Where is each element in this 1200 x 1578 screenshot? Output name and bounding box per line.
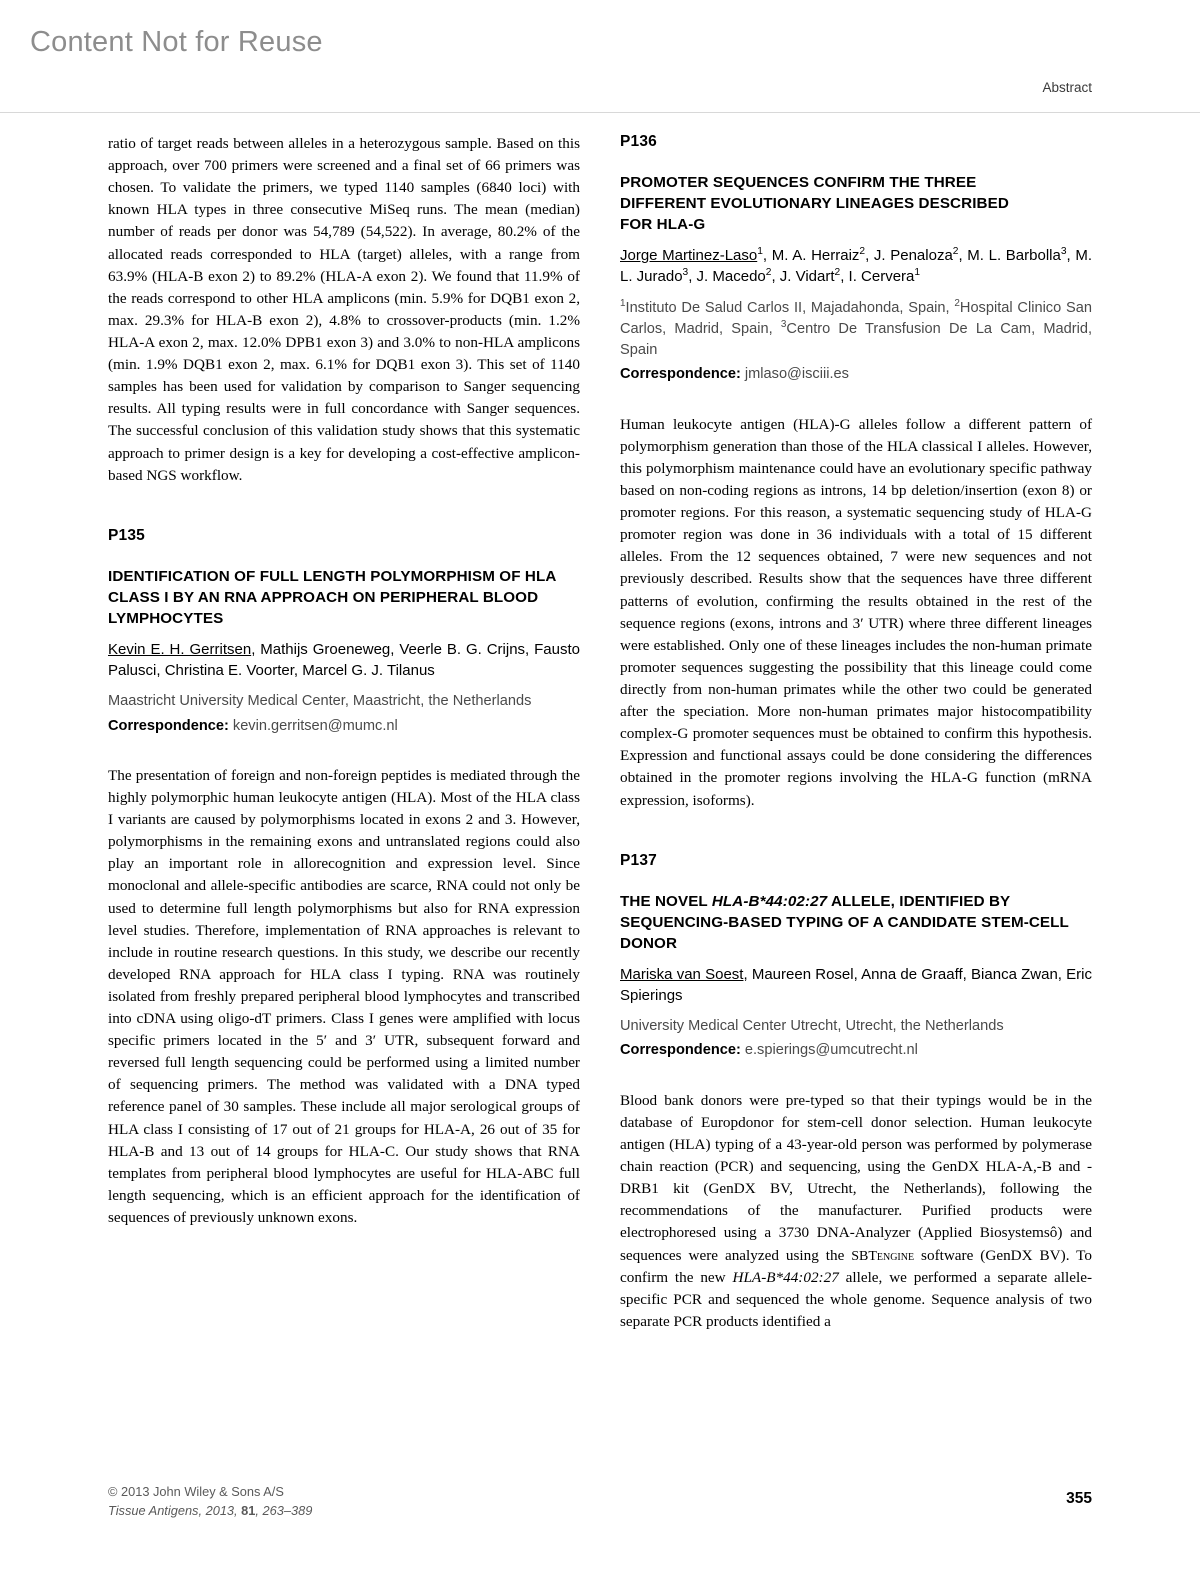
- header-divider: [0, 112, 1200, 113]
- abstract-body-p137: Blood bank donors were pre-typed so that their typings would be in the database of Europdonor for stem-cell donor selection. Human leukocyte antigen (HLA) typing of a 43-year-old person was performed by polymerase chain reaction (PCR) and sequencing, using the GenDX HLA-A,-B and -DRB1 kit (GenDX BV, Utrecht, the Netherlands), following the recommendations of the manufacturer. Purified products were electrophoresed using a 3730 DNA-Analyzer (Applied Biosystemsô) and sequences were analyzed using the SBTengine software (GenDX BV). To confirm the new HLA-B*44:02:27 allele, we performed a separate allele-specific PCR and sequenced the whole genome. Sequence analysis of two separate PCR products identified a: [620, 1091, 1092, 1331]
- page-number: 355: [1066, 1490, 1092, 1507]
- other-authors-p136: , M. A. Herraiz$^2$, J. Penaloza$^2$, M. L. Barbolla$^3$, M. L. Jurado$^3$, J. Macedo$^2$, J. Vidart$^2$, I. Cervera$^1$: [620, 245, 1092, 286]
- abstract-id-p137: P137: [620, 851, 657, 869]
- abstract-body-p135: The presentation of foreign and non-foreign peptides is mediated through the highly polymorphic human leukocyte antigen (HLA). Most of the HLA class I variants are caused by polymorphisms located in exons 2 and 3. However, polymorphisms in the remaining exons and untranslated regions could also play an important role in allorecognition and expression level. Since monoclonal and allele-specific antibodies are scarce, RNA could not only be used to determine full length polymorphisms but also for RNA expression level studies. Therefore, implementation of RNA approaches is relevant to include in routine research questions. In this study, we describe our recently developed RNA approach for HLA class I typing. RNA was routinely isolated from freshly prepared peripheral blood lymphocytes and transcribed into cDNA using oligo-dT primers. Class I genes were amplified with locus specific primers located in the 5′ and 3′ UTR, subsequent forward and reversed full length sequencing could be performed using a limited number of sequencing primers. The method was validated with a DNA typed reference panel of 30 samples. These include all major serological groups of HLA class I consisting of 17 out of 21 groups for HLA-A, 26 out of 35 for HLA-B and 13 out of 14 groups for HLA-C. Our study shows that RNA templates from peripheral blood lymphocytes are useful for HLA-ABC full length sequencing, which is an efficient approach for the identification of sequences of previously unknown exons.: [108, 766, 580, 1227]
- journal-volume: 81: [241, 1502, 256, 1518]
- abstract-title-line-2: DIFFERENT EVOLUTIONARY LINEAGES DESCRIBED: [620, 194, 1009, 212]
- first-author-p137: Mariska van Soest: [620, 965, 744, 983]
- correspondence-value-p135: kevin.gerritsen@mumc.nl: [232, 717, 398, 734]
- abstract-title-p136: [620, 173, 1092, 236]
- two-column-body: [108, 133, 1092, 1333]
- correspondence-label-p135: Correspondence:: [108, 717, 229, 734]
- other-authors-p135: , Mathijs Groeneweg, Veerle B. G. Crijns, Fausto Palusci, Christina E. Voorter, Marcel G. J. Tilanus: [108, 640, 581, 679]
- abstract-affiliation-p136: $^1$Instituto De Salud Carlos II, Majadahonda, Spain, $^2$Hospital Clinico San Carlos, Madrid, Spain, $^3$Centro De Transfusion De La Cam, Madrid, Spain: [620, 297, 1092, 359]
- correspondence-label-p136: Correspondence:: [620, 366, 741, 383]
- copyright-line: © 2013 John Wiley & Sons A/S: [108, 1483, 284, 1499]
- left-column: [108, 133, 580, 1333]
- journal-year: , 2013,: [198, 1502, 242, 1518]
- abstract-title-p137: THE NOVEL HLA-B*44:02:27 ALLELE, IDENTIFIED BY SEQUENCING-BASED TYPING OF A CANDIDATE STEM-CELL DONOR: [620, 892, 1069, 952]
- abstract-authors-p135: [108, 639, 580, 682]
- page-footer: [108, 1482, 1092, 1520]
- running-head: Abstract: [1042, 80, 1092, 95]
- correspondence-value-p137: e.spierings@umcutrecht.nl: [744, 1042, 918, 1059]
- abstract-correspondence-p135: [108, 716, 580, 737]
- journal-citation: [108, 1501, 1092, 1520]
- abstract-title-line-3: FOR HLA-G: [620, 215, 706, 233]
- abstract-correspondence-p137: [620, 1040, 1092, 1061]
- abstract-title-p135: IDENTIFICATION OF FULL LENGTH POLYMORPHISM OF HLA CLASS I BY AN RNA APPROACH ON PERIPHERAL BLOOD LYMPHOCYTES: [108, 567, 556, 627]
- abstract-id-p135: P135: [108, 526, 145, 544]
- other-authors-p137: , Maureen Rosel, Anna de Graaff, Bianca Zwan, Eric Spierings: [620, 965, 1092, 1004]
- correspondence-label-p137: Correspondence:: [620, 1042, 741, 1059]
- abstract-body-p136: Human leukocyte antigen (HLA)-G alleles follow a different pattern of polymorphism generation than those of the HLA classical I alleles. However, this polymorphism maintenance could have an evolutionary specific pathway based on non-coding regions as introns, 14 bp deletion/insertion (exon 8) or promoter regions. For this reason, a systematic sequencing study of HLA-G promoter region was done in 36 individuals with a total of 15 different alleles. From the 12 sequences obtained, 7 were new sequences and not previously described. Results show that the sequences have three different patterns of evolution, confirming the results obtained in the rest of the sequence regions (exons, introns and 3′ UTR) where three different lineages were established. Only one of these lineages includes the non-human primate promoter sequences suggesting the possibility that this lineage could come directly from non-human primates while the other two could be generated after the speciation. More non-human primates major histocompatibility complex-G promoter sequences must be obtained to confirm this hypothesis. Expression and functional assays could be done considering the differences obtained in the promoter regions involving the HLA-G function (mRNA expression, isoforms).: [620, 415, 1092, 809]
- correspondence-value-p136: jmlaso@isciii.es: [744, 366, 849, 383]
- abstract-affiliation-p135: Maastricht University Medical Center, Maastricht, the Netherlands: [108, 693, 532, 710]
- first-author-p136: Jorge Martinez-Laso: [620, 246, 758, 264]
- journal-pages: , 263–389: [255, 1502, 313, 1518]
- abstract-title-line-1: PROMOTER SEQUENCES CONFIRM THE THREE: [620, 174, 977, 191]
- right-column: [620, 133, 1092, 1333]
- abstract-authors-p136: [620, 245, 1092, 288]
- abstract-authors-p137: [620, 964, 1092, 1007]
- continued-paragraph: ratio of target reads between alleles in a heterozygous sample. Based on this approach, over 700 primers were screened and a final set of 66 primers was chosen. To validate the primers, we typed 1140 samples (6840 loci) with known HLA types in three consecutive MiSeq runs. The mean (median) number of reads per donor was 54,789 (54,522). In average, 80.2% of the allocated reads corresponded to HLA (target) alleles, with a range from 63.9% (HLA-B exon 2) to 89.2% (HLA-A exon 2). We found that 11.9% of the reads correspond to other HLA amplicons (min. 5.9% for DQB1 exon 2, max. 29.3% for HLA-B exon 2), 4.8% to crossover-products (min. 1.2% HLA-A exon 2, max. 12.0% DPB1 exon 3) and 3.0% to non-HLA amplicons (min. 1.9% DQB1 exon 2, max. 6.1% for DQB1 exon 3). This set of 1140 samples has been used for validation by comparison to Sanger sequencing results. All typing results were in full concordance with Sanger sequences. The successful conclusion of this validation study shows that this systematic approach to primer design is a key for developing a cost-effective amplicon-based NGS workflow.: [108, 135, 580, 484]
- first-author-affil-marker-p136: 1: [757, 245, 763, 257]
- abstract-correspondence-p136: [620, 364, 1092, 385]
- first-author-p135: Kevin E. H. Gerritsen: [108, 640, 252, 658]
- journal-title: Tissue Antigens: [108, 1502, 199, 1518]
- watermark-text: Content Not for Reuse: [30, 26, 323, 58]
- abstract-id-p136: P136: [620, 133, 657, 150]
- abstract-affiliation-p137: University Medical Center Utrecht, Utrecht, the Netherlands: [620, 1018, 1004, 1035]
